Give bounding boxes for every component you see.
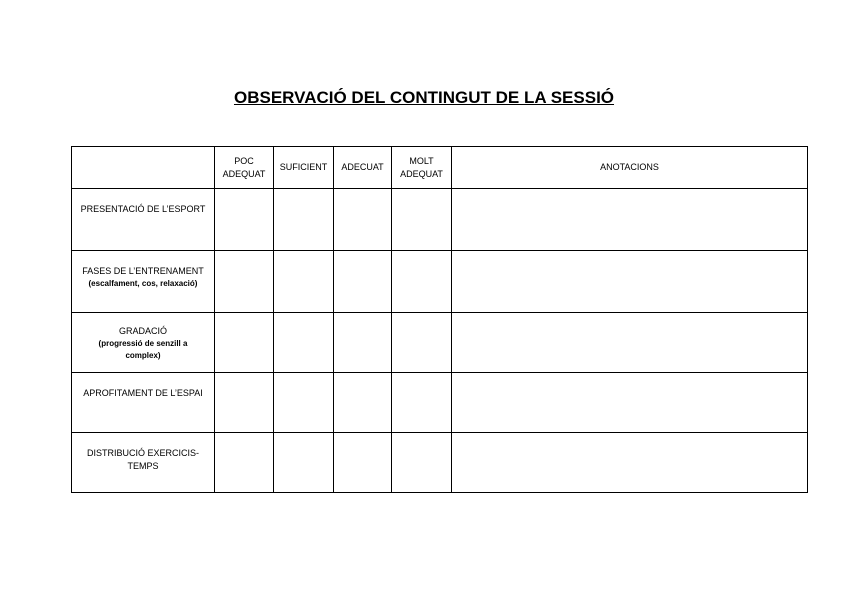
column-header-anotacions: ANOTACIONS: [452, 147, 808, 189]
cell-suficient[interactable]: [274, 251, 334, 313]
cell-molt-adequat[interactable]: [392, 433, 452, 493]
cell-suficient[interactable]: [274, 433, 334, 493]
row-label-gradacio: GRADACIÓ (progressió de senzill a complex): [72, 313, 215, 373]
cell-adecuat[interactable]: [334, 433, 392, 493]
table-row: [72, 189, 808, 251]
cell-adecuat[interactable]: [334, 251, 392, 313]
cell-adecuat[interactable]: [334, 373, 392, 433]
page-title: OBSERVACIÓ DEL CONTINGUT DE LA SESSIÓ: [233, 88, 615, 107]
cell-anotacions[interactable]: [452, 373, 808, 433]
table-header-row: [72, 147, 808, 189]
row-label-aprofitament: APROFITAMENT DE L’ESPAI: [72, 373, 215, 433]
cell-anotacions[interactable]: [452, 251, 808, 313]
cell-molt-adequat[interactable]: [392, 373, 452, 433]
observation-table: [71, 146, 808, 493]
row-label-fases: FASES DE L’ENTRENAMENT (escalfament, cos, relaxació): [72, 251, 215, 313]
cell-anotacions[interactable]: [452, 433, 808, 493]
cell-poc-adequat[interactable]: [215, 189, 274, 251]
column-header-poc-adequat: POC ADEQUAT: [215, 147, 274, 189]
cell-poc-adequat[interactable]: [215, 373, 274, 433]
cell-suficient[interactable]: [274, 189, 334, 251]
cell-poc-adequat[interactable]: [215, 313, 274, 373]
table-row: [72, 373, 808, 433]
row-label-distribucio: DISTRIBUCIÓ EXERCICIS- TEMPS: [72, 433, 215, 493]
cell-molt-adequat[interactable]: [392, 189, 452, 251]
cell-poc-adequat[interactable]: [215, 251, 274, 313]
cell-suficient[interactable]: [274, 313, 334, 373]
column-header-suficient: SUFICIENT: [274, 147, 334, 189]
table-row: [72, 313, 808, 373]
table-row: [72, 251, 808, 313]
cell-poc-adequat[interactable]: [215, 433, 274, 493]
header-empty-cell: [72, 147, 215, 189]
column-header-adecuat: ADECUAT: [334, 147, 392, 189]
cell-molt-adequat[interactable]: [392, 251, 452, 313]
cell-anotacions[interactable]: [452, 313, 808, 373]
cell-suficient[interactable]: [274, 373, 334, 433]
cell-adecuat[interactable]: [334, 189, 392, 251]
column-header-molt-adequat: MOLT ADEQUAT: [392, 147, 452, 189]
cell-molt-adequat[interactable]: [392, 313, 452, 373]
table-row: [72, 433, 808, 493]
row-label-presentacio: PRESENTACIÓ DE L’ESPORT: [72, 189, 215, 251]
cell-anotacions[interactable]: [452, 189, 808, 251]
cell-adecuat[interactable]: [334, 313, 392, 373]
